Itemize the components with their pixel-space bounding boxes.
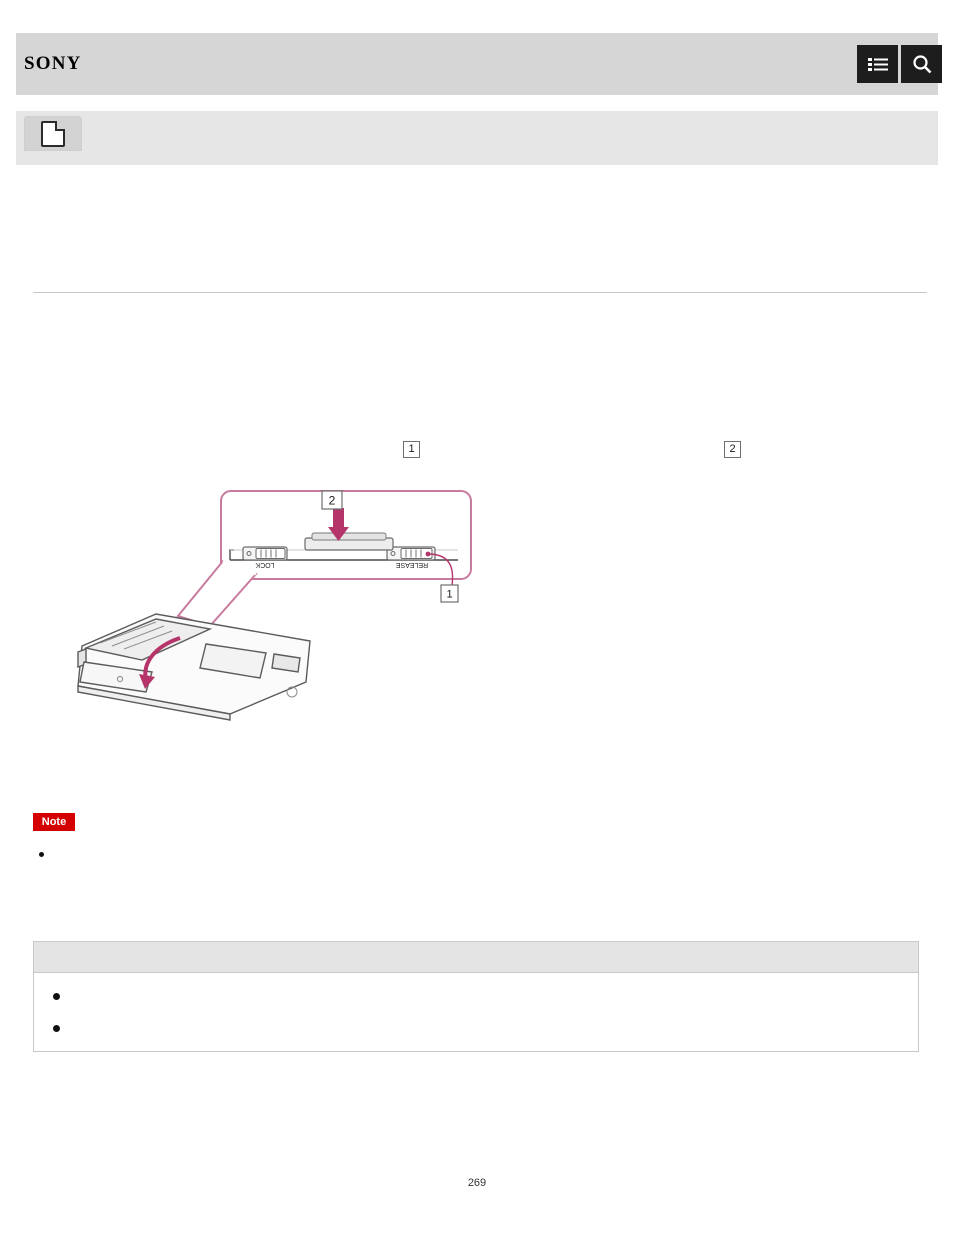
step-item <box>33 370 927 389</box>
sony-logo: SONY <box>24 53 82 74</box>
page-number: 269 <box>467 1177 487 1189</box>
breadcrumb-bar <box>16 111 938 165</box>
page-intro <box>33 220 921 238</box>
computer-bottom-battery-release-illustration <box>60 486 490 736</box>
divider <box>33 292 927 293</box>
note-badge <box>33 813 75 831</box>
svg-text:2: 2 <box>328 493 336 508</box>
related-topics-heading <box>34 942 918 973</box>
menu-button[interactable] <box>857 45 898 83</box>
search-icon <box>911 53 933 75</box>
document-page-icon <box>41 121 65 147</box>
step-item <box>33 341 927 360</box>
help-guide-icon[interactable] <box>24 116 82 151</box>
callout-references <box>33 441 927 461</box>
note-item <box>33 845 913 863</box>
page-title <box>33 186 921 206</box>
header-buttons <box>857 45 942 83</box>
page-content <box>33 186 921 238</box>
note-badge-label: Note <box>41 816 67 828</box>
related-topic-item[interactable] <box>34 987 918 1005</box>
callout-number-1: 1 <box>403 441 420 458</box>
note-list <box>33 845 913 869</box>
related-topics-box <box>33 941 919 1052</box>
related-topics-list <box>34 973 918 1051</box>
callout-number-2: 2 <box>724 441 741 458</box>
search-button[interactable] <box>901 45 942 83</box>
header-bar <box>16 33 938 95</box>
svg-text:1: 1 <box>446 588 453 601</box>
svg-text:LOCK: LOCK <box>255 561 275 568</box>
svg-text:RELEASE: RELEASE <box>395 561 429 568</box>
step-item <box>33 312 927 331</box>
step-list <box>33 312 927 399</box>
related-topic-item[interactable] <box>34 1019 918 1037</box>
menu-icon <box>867 56 889 72</box>
